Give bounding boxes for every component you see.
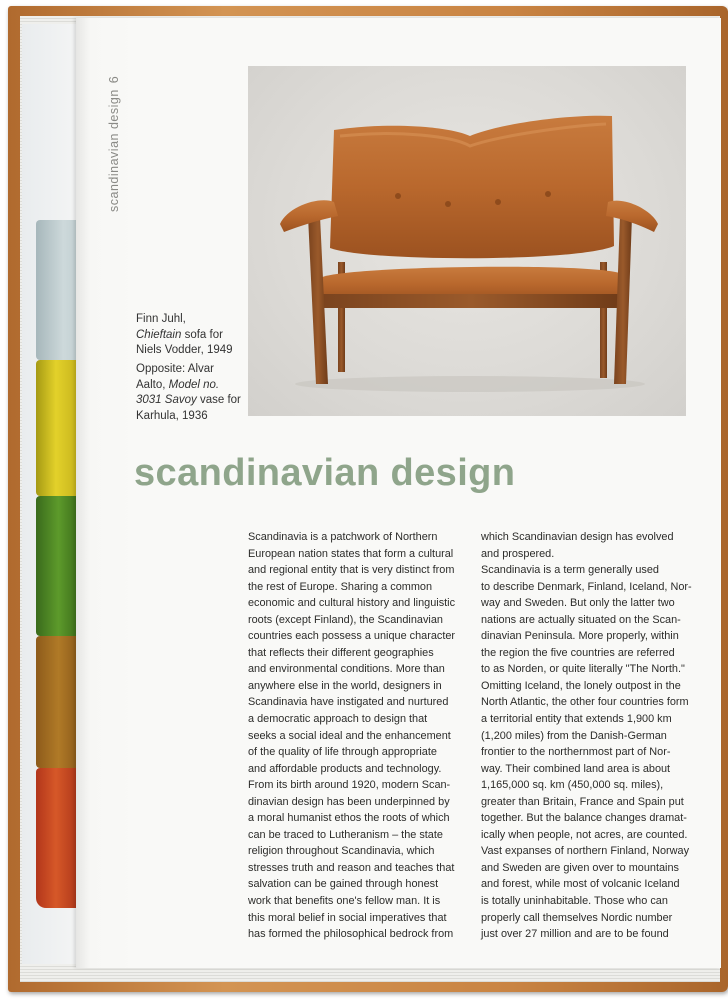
- vase-caption: [136, 362, 244, 424]
- body-text-line: just over 27 million and are to be found: [481, 928, 669, 941]
- body-text-line: and regional entity that is very distinct from: [248, 564, 455, 577]
- body-text-line: North Atlantic, the other four countries form: [481, 696, 689, 709]
- vase-photo-amber-section: [36, 636, 80, 768]
- body-text-line: anywhere else in the world, designers in: [248, 679, 442, 692]
- body-text-line: and Sweden are given over to mountains: [481, 861, 679, 874]
- body-text-line: 1,165,000 sq. km (450,000 sq. miles),: [481, 779, 664, 792]
- vase-photo-yellow-section: [36, 360, 80, 496]
- body-text-line: roots (except Finland), the Scandinavian: [248, 613, 443, 626]
- body-text-line: together. But the balance changes dramat-: [481, 812, 687, 825]
- body-text-line: greater than Britain, France and Spain put: [481, 795, 684, 808]
- vase-caption-suffix: vase for Karhula, 1936: [136, 394, 241, 422]
- body-text-line: frontier to the northernmost part of Nor-: [481, 746, 671, 759]
- running-head-title: scandinavian design: [107, 89, 121, 212]
- body-text-line: European nation states that form a cultural: [248, 547, 454, 560]
- body-text-line: Scandinavia is a patchwork of Northern: [248, 531, 438, 543]
- body-text-line: is totally uninhabitable. Those who can: [481, 895, 668, 908]
- body-text-line: Vast expanses of northern Finland, Norway: [481, 845, 690, 858]
- body-text-line: and affordable products and technology.: [248, 762, 442, 775]
- body-text-line: properly call themselves Nordic number: [481, 911, 673, 924]
- body-text-line: and environmental conditions. More than: [248, 663, 445, 676]
- body-text-line: work that benefits one's fellow man. It is: [248, 895, 441, 908]
- sofa-illustration: [248, 66, 686, 416]
- body-text-line: which Scandinavian design has evolved: [481, 531, 674, 543]
- body-text-line: seeks a social ideal and the enhancement: [248, 729, 451, 742]
- sofa-caption: [136, 312, 244, 359]
- body-text-line: way. Their combined land area is about: [481, 762, 671, 775]
- vase-photo-green-section: [36, 496, 80, 636]
- body-text-line: to describe Denmark, Finland, Iceland, Nor-: [481, 580, 692, 593]
- vase-photo-red-section: [36, 768, 80, 908]
- body-text-line: can be traced to Lutheranism – the state: [248, 828, 443, 841]
- body-text-line: economic and cultural history and linguistic: [248, 597, 456, 610]
- body-text-line: way and Sweden. But only the latter two: [481, 597, 675, 610]
- body-text-line: has formed the philosophical bedrock from: [248, 928, 454, 941]
- chapter-title: scandinavian design: [134, 452, 516, 494]
- body-text-line: dinavian Peninsula. More properly, within: [481, 630, 679, 643]
- body-text-line: to as Norden, or quite literally "The North.": [481, 663, 685, 676]
- body-text-line: salvation can be gained through honest: [248, 878, 439, 891]
- body-text-line: Scandinavia have instigated and nurtured: [248, 696, 449, 709]
- body-text-line: Omitting Iceland, the lonely outpost in the: [481, 679, 681, 692]
- body-text-line: a territorial entity that extends 1,900 km: [481, 713, 672, 726]
- body-text-line: religion throughout Scandinavia, which: [248, 845, 435, 858]
- vase-caption-title: Model no. 3031 Savoy: [136, 378, 220, 406]
- body-text-line: of the quality of life through appropriate: [248, 746, 437, 759]
- running-head: [107, 76, 121, 212]
- sofa-caption-suffix: sofa for Niels Vodder, 1949: [136, 328, 233, 356]
- body-text-line: Scandinavia is a term generally used: [481, 564, 659, 577]
- body-text-line: that reflects their different geographies: [248, 646, 434, 659]
- sofa-caption-title: Chieftain: [136, 328, 182, 341]
- body-column-2: [481, 529, 707, 943]
- body-text-line: and prospered.: [481, 547, 555, 560]
- body-column-1: [248, 529, 472, 943]
- body-text-line: ically when people, not acres, are counted.: [481, 828, 688, 841]
- body-text-line: and forest, while most of volcanic Iceland: [481, 878, 680, 891]
- body-text-line: nations are actually situated on the Scan-: [481, 613, 681, 626]
- body-text-line: this moral belief in social imperatives that: [248, 911, 447, 924]
- sofa-caption-prefix: Finn Juhl,: [136, 313, 186, 325]
- body-text-line: the rest of Europe. Sharing a common: [248, 580, 433, 593]
- body-text-line: dinavian design has been underpinned by: [248, 795, 450, 808]
- body-text-line: From its birth around 1920, modern Scan-: [248, 779, 451, 792]
- body-text-line: countries each possess a unique character: [248, 630, 456, 643]
- chieftain-sofa-photo: [248, 66, 686, 416]
- body-text-line: stresses truth and reason and teaches that: [248, 861, 455, 874]
- body-text-line: a democratic approach to design that: [248, 713, 428, 726]
- body-text-line: the region the five countries are referred: [481, 646, 675, 659]
- vase-caption-prefix: Opposite: Alvar Aalto,: [136, 363, 214, 391]
- page-number: 6: [107, 75, 121, 84]
- body-text-line: a moral humanist ethos the roots of which: [248, 812, 450, 825]
- vase-photo-grey-section: [36, 220, 80, 360]
- body-text-line: (1,200 miles) from the Danish-German: [481, 729, 667, 742]
- opposite-page: [22, 24, 80, 964]
